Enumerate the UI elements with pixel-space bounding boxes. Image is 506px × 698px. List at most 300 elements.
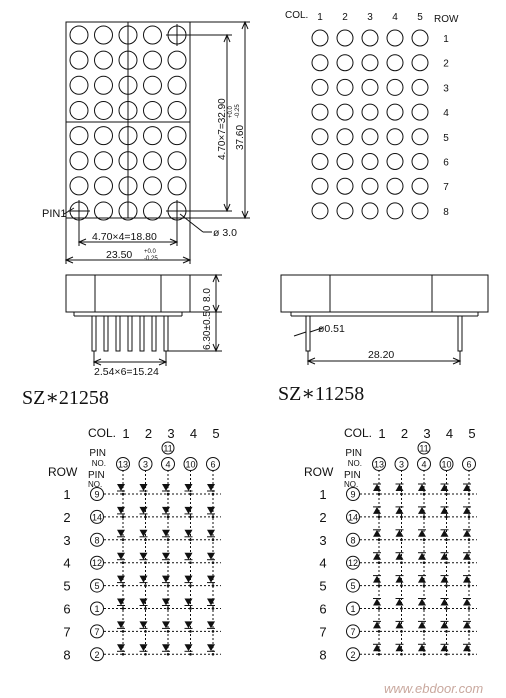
layout-dot: [312, 154, 328, 170]
schematic-junction: [189, 493, 192, 496]
layout-dot: [412, 203, 428, 219]
schematic-junction: [189, 561, 192, 564]
schematic-led-diode: [207, 599, 215, 606]
schematic-junction: [468, 516, 471, 519]
schematic-junction: [212, 516, 215, 519]
schematic-row-pin: 5: [350, 581, 356, 592]
schematic-row-pin: 9: [94, 489, 100, 500]
schematic-led-diode: [117, 644, 125, 651]
layout-dot: [387, 154, 403, 170]
schematic-col-number: 4: [445, 426, 454, 441]
schematic-row-pin: 12: [91, 558, 103, 569]
schematic-led-diode: [185, 576, 193, 583]
schematic-junction: [423, 493, 426, 496]
side-view-pin: [152, 316, 156, 351]
schematic-right: [304, 426, 477, 662]
schematic-led-diode: [373, 621, 381, 628]
schematic-row-number: 3: [319, 532, 327, 548]
front-view-dot: [95, 51, 113, 69]
layout-dot: [312, 79, 328, 95]
front-view-dot: [144, 26, 162, 44]
schematic-row-number: 6: [63, 601, 71, 617]
top-col-number: 1: [317, 12, 323, 23]
layout-dot: [412, 55, 428, 71]
dim-width-tol-upper: +0.0: [144, 249, 156, 255]
side-view-pins: [92, 316, 168, 351]
schematic-led-diode: [418, 644, 426, 651]
schematic-junction: [468, 493, 471, 496]
schematic-led-diode: [185, 507, 193, 514]
front-view-dot: [168, 51, 186, 69]
side-view-right-body: [281, 275, 488, 312]
side-view-pin: [104, 316, 108, 351]
schematic-row-pin: 2: [94, 649, 100, 660]
layout-dot: [412, 30, 428, 46]
side-view-pin: [116, 316, 120, 351]
schematic-junction: [144, 561, 147, 564]
schematic-junction: [167, 607, 170, 610]
front-view-dot: [95, 202, 113, 220]
schematic-junction: [144, 607, 147, 610]
schematic-no-label: NO.: [347, 459, 362, 468]
schematic-col-number: 1: [122, 426, 130, 441]
schematic-row-number: 7: [63, 624, 71, 640]
schematic-col-pin: 4: [421, 459, 427, 470]
schematic-col-number: 2: [144, 426, 153, 441]
schematic-led-diode: [441, 576, 449, 583]
schematic-row-number: 8: [319, 647, 327, 663]
schematic-col-pin: 13: [373, 459, 385, 470]
schematic-row-pin: 1: [94, 604, 100, 614]
top-row-number: 4: [443, 108, 449, 120]
schematic-row-label: ROW: [304, 465, 334, 479]
layout-dot: [412, 129, 428, 145]
schematic-led-diode: [117, 599, 125, 606]
schematic-col-pin: 10: [185, 459, 196, 470]
schematic-led-diode: [162, 644, 170, 651]
schematic-led-diode: [140, 621, 148, 628]
schematic-led-diode: [396, 484, 404, 491]
front-view-dot: [144, 51, 162, 69]
schematic-led-diode: [418, 553, 426, 560]
schematic-row-number: 1: [319, 487, 327, 502]
layout-dot: [362, 178, 378, 194]
schematic-led-diode: [418, 530, 426, 537]
layout-dot: [337, 203, 353, 219]
layout-dot: [387, 55, 403, 71]
dim-width-total: 23.50: [106, 249, 133, 261]
schematic-junction: [445, 584, 448, 587]
schematic-junction: [189, 584, 192, 587]
dim-body-height: 8.0: [202, 288, 213, 302]
schematic-junction: [167, 630, 170, 633]
schematic-junction: [423, 516, 426, 519]
schematic-led-diode: [140, 484, 148, 491]
top-row-number: 1: [443, 34, 449, 45]
schematic-led-diode: [418, 576, 426, 583]
schematic-row-number: 1: [63, 487, 71, 502]
schematic-junction: [445, 630, 448, 633]
dim-dot-diameter: ø 3.0: [213, 227, 237, 239]
schematic-junction: [423, 607, 426, 610]
schematic-led-diode: [463, 553, 471, 560]
front-view-dot: [144, 177, 162, 195]
layout-dot: [412, 154, 428, 170]
schematic-led-diode: [207, 530, 215, 537]
front-view-dot: [70, 152, 88, 170]
layout-dot: [412, 79, 428, 95]
schematic-junction: [378, 493, 381, 496]
schematic-junction: [122, 607, 125, 610]
schematic-junction: [378, 630, 381, 633]
schematic-led-diode: [117, 484, 125, 491]
schematic-led-diode: [162, 484, 170, 491]
schematic-junction: [212, 493, 215, 496]
schematic-junction: [167, 539, 170, 542]
schematic-junction: [144, 653, 147, 656]
schematic-row-number: 5: [319, 578, 327, 594]
front-view-dot: [70, 101, 88, 119]
schematic-junction: [144, 516, 147, 519]
schematic-junction: [468, 539, 471, 542]
top-row-number: 2: [443, 58, 449, 70]
top-row-number: 5: [443, 132, 449, 144]
schematic-junction: [423, 539, 426, 542]
top-row-number: 6: [443, 157, 449, 169]
schematic-col-number: 3: [167, 426, 175, 441]
schematic-led-diode: [140, 576, 148, 583]
schematic-col-pin: 6: [466, 459, 472, 470]
layout-dot: [387, 178, 403, 194]
side-view-pin: [140, 316, 144, 351]
schematic-led-diode: [418, 484, 426, 491]
watermark: www.ebdoor.com: [384, 681, 484, 696]
schematic-led-diode: [207, 484, 215, 491]
schematic-led-diode: [162, 621, 170, 628]
schematic-junction: [445, 539, 448, 542]
schematic-led-diode: [441, 530, 449, 537]
schematic-junction: [445, 653, 448, 656]
schematic-junction: [189, 516, 192, 519]
schematic-junction: [445, 561, 448, 564]
schematic-junction: [400, 493, 403, 496]
schematic-led-diode: [463, 644, 471, 651]
schematic-col-number: 1: [378, 426, 386, 441]
schematic-pin-label: PIN: [345, 448, 362, 459]
schematic-led-diode: [373, 530, 381, 537]
layout-dot: [362, 129, 378, 145]
schematic-led-diode: [463, 621, 471, 628]
schematic-row-pin: 2: [350, 649, 356, 660]
schematic-junction: [400, 516, 403, 519]
schematic-junction: [400, 630, 403, 633]
schematic-junction: [423, 630, 426, 633]
front-view-dot: [70, 127, 88, 145]
schematic-junction: [189, 653, 192, 656]
schematic-row-number: 2: [63, 509, 71, 525]
schematic-col-pin: 3: [398, 459, 405, 470]
schematic-led-diode: [207, 553, 215, 560]
dim-pin-pitch: 2.54×6=15.24: [94, 366, 159, 378]
schematic-junction: [400, 607, 403, 610]
schematic-led-diode: [185, 553, 193, 560]
schematic-led-diode: [441, 644, 449, 651]
schematic-led-diode: [117, 553, 125, 560]
schematic-junction: [423, 653, 426, 656]
layout-dot: [362, 30, 378, 46]
layout-dot: [312, 104, 328, 120]
schematic-junction: [167, 561, 170, 564]
schematic-junction: [122, 653, 125, 656]
front-view-dot: [95, 101, 113, 119]
layout-dot: [362, 104, 378, 120]
schematic-col-label: COL.: [88, 426, 117, 440]
layout-dot: [337, 178, 353, 194]
dim-height-total: 37.60: [235, 124, 246, 150]
schematic-junction: [400, 561, 403, 564]
schematic-junction: [400, 584, 403, 587]
schematic-junction: [167, 516, 170, 519]
dim-width-tol-lower: -0.25: [144, 256, 158, 262]
schematic-led-diode: [117, 507, 125, 514]
front-view-dot: [144, 76, 162, 94]
model-left: SZ∗21258: [22, 387, 109, 409]
schematic-led-diode: [396, 507, 404, 514]
front-view-dot: [95, 177, 113, 195]
top-col-number: 4: [392, 12, 398, 23]
schematic-led-diode: [140, 530, 148, 537]
front-view-dot: [168, 152, 186, 170]
schematic-junction: [378, 539, 381, 542]
schematic-led-diode: [396, 644, 404, 651]
schematic-junction: [400, 539, 403, 542]
schematic-junction: [212, 539, 215, 542]
schematic-led-diode: [373, 644, 381, 651]
schematic-row-pin: 7: [94, 626, 100, 637]
schematic-led-diode: [463, 599, 471, 606]
schematic-led-diode: [117, 530, 125, 537]
schematic-led-diode: [117, 621, 125, 628]
front-view-dot: [70, 26, 88, 44]
layout-dot: [337, 154, 353, 170]
front-view-dot: [70, 76, 88, 94]
layout-dot: [362, 203, 378, 219]
front-view-dot: [144, 202, 162, 220]
schematic-led-diode: [140, 644, 148, 651]
top-row-label: ROW: [434, 14, 459, 25]
schematic-junction: [212, 607, 215, 610]
dim-pin-diameter: ø0.51: [318, 323, 345, 335]
schematic-junction: [378, 561, 381, 564]
schematic-led-diode: [117, 576, 125, 583]
schematic-junction: [212, 561, 215, 564]
schematic-junction: [122, 516, 125, 519]
front-view-dot: [95, 152, 113, 170]
schematic-row-pin: 8: [94, 535, 100, 546]
schematic-junction: [122, 539, 125, 542]
schematic-junction: [445, 516, 448, 519]
schematic-junction: [468, 607, 471, 610]
schematic-led-diode: [162, 507, 170, 514]
schematic-junction: [423, 584, 426, 587]
schematic-led-diode: [373, 553, 381, 560]
layout-dot: [412, 104, 428, 120]
schematic-led-diode: [396, 621, 404, 628]
schematic-led-diode: [463, 507, 471, 514]
schematic-row-label: ROW: [48, 465, 78, 479]
schematic-col-pin: 3: [142, 459, 149, 470]
front-view-dot: [70, 51, 88, 69]
top-col-label: COL.: [285, 10, 309, 21]
schematic-junction: [400, 653, 403, 656]
schematic-junction: [378, 516, 381, 519]
schematic-led-diode: [185, 484, 193, 491]
schematic-junction: [189, 607, 192, 610]
schematic-led-diode: [185, 621, 193, 628]
schematic-led-diode: [396, 599, 404, 606]
layout-dot: [337, 104, 353, 120]
top-row-number: 3: [443, 83, 449, 95]
schematic-led-diode: [441, 553, 449, 560]
layout-dot: [312, 30, 328, 46]
front-view-dot: [144, 127, 162, 145]
schematic-led-diode: [463, 484, 471, 491]
dim-height-pitch: 4.70×7=32.90: [217, 98, 228, 160]
layout-dot: [362, 154, 378, 170]
schematic-row-pin: 9: [350, 489, 356, 500]
front-view-dot: [168, 127, 186, 145]
schematic-left: [48, 426, 221, 662]
schematic-led-diode: [373, 599, 381, 606]
schematic-row-no-label: NO.: [344, 480, 359, 489]
schematic-junction: [167, 493, 170, 496]
side-view-left: [66, 275, 222, 366]
schematic-led-diode: [441, 484, 449, 491]
front-view-dot: [144, 101, 162, 119]
schematic-led-diode: [185, 599, 193, 606]
schematic-junction: [468, 630, 471, 633]
schematic-junction: [122, 561, 125, 564]
schematic-row-pin: 14: [347, 512, 359, 523]
layout-dot: [362, 79, 378, 95]
layout-dot: [312, 129, 328, 145]
top-col-number: 3: [367, 12, 373, 23]
schematic-col-pin: 10: [441, 459, 452, 470]
schematic-led-diode: [140, 507, 148, 514]
front-view-dot: [95, 76, 113, 94]
schematic-no-label: NO.: [91, 459, 106, 468]
top-col-number: 2: [342, 12, 348, 23]
schematic-junction: [468, 584, 471, 587]
schematic-row-number: 4: [319, 555, 327, 571]
schematic-junction: [167, 653, 170, 656]
schematic-row-pin-label: PIN: [344, 470, 361, 481]
schematic-row-pin: 8: [350, 535, 356, 546]
schematic-junction: [122, 630, 125, 633]
schematic-row-pin: 12: [347, 558, 359, 569]
schematic-junction: [167, 584, 170, 587]
schematic-col-pin: 6: [210, 459, 216, 470]
schematic-junction: [468, 561, 471, 564]
schematic-led-diode: [162, 553, 170, 560]
schematic-junction: [122, 493, 125, 496]
schematic-col-number: 2: [400, 426, 409, 441]
layout-dot: [387, 104, 403, 120]
layout-dot: [312, 203, 328, 219]
schematic-pin-label: PIN: [89, 448, 106, 459]
dot-layout-grid: [312, 30, 428, 219]
schematic-junction: [445, 607, 448, 610]
schematic-led-diode: [373, 507, 381, 514]
schematic-row-number: 4: [63, 555, 71, 571]
schematic-col-number: 5: [468, 426, 476, 441]
layout-dot: [387, 129, 403, 145]
schematic-junction: [189, 630, 192, 633]
schematic-row-number: 8: [63, 647, 71, 663]
schematic-col-pin: 4: [165, 459, 171, 470]
schematic-junction: [212, 630, 215, 633]
schematic-led-diode: [140, 553, 148, 560]
model-right: SZ∗11258: [278, 383, 365, 405]
schematic-led-diode: [162, 599, 170, 606]
schematic-led-diode: [396, 576, 404, 583]
layout-dot: [412, 178, 428, 194]
side-view-pin: [92, 316, 96, 351]
front-view-dot: [95, 127, 113, 145]
layout-dot: [312, 178, 328, 194]
schematic-col3-extra-pin: 11: [163, 443, 173, 454]
schematic-junction: [144, 584, 147, 587]
schematic-col-pin: 13: [117, 459, 129, 470]
schematic-led-diode: [463, 576, 471, 583]
schematic-junction: [378, 653, 381, 656]
front-view-dot: [168, 177, 186, 195]
schematic-led-diode: [207, 576, 215, 583]
schematic-row-pin: 7: [350, 626, 356, 637]
top-row-number: 7: [443, 182, 449, 194]
side-view-left-body: [66, 275, 190, 312]
schematic-led-diode: [207, 621, 215, 628]
layout-dot: [312, 55, 328, 71]
schematic-led-diode: [185, 530, 193, 537]
schematic-junction: [144, 539, 147, 542]
layout-dot: [337, 79, 353, 95]
front-view-dot: [168, 101, 186, 119]
schematic-led-diode: [162, 576, 170, 583]
schematic-led-diode: [418, 507, 426, 514]
schematic-junction: [144, 630, 147, 633]
schematic-led-diode: [373, 484, 381, 491]
schematic-led-diode: [140, 599, 148, 606]
schematic-led-diode: [441, 599, 449, 606]
schematic-col-number: 5: [212, 426, 220, 441]
schematic-led-diode: [418, 599, 426, 606]
schematic-led-diode: [207, 507, 215, 514]
layout-dot: [387, 203, 403, 219]
front-view-dot: [168, 76, 186, 94]
schematic-junction: [378, 607, 381, 610]
top-row-number: 8: [443, 206, 449, 218]
schematic-led-diode: [441, 621, 449, 628]
schematic-col3-extra-pin: 11: [419, 443, 429, 454]
schematic-led-diode: [396, 530, 404, 537]
layout-dot: [337, 30, 353, 46]
schematic-junction: [468, 653, 471, 656]
schematic-led-diode: [396, 553, 404, 560]
schematic-junction: [122, 584, 125, 587]
schematic-row-pin: 5: [94, 581, 100, 592]
schematic-col-label: COL.: [344, 426, 373, 440]
